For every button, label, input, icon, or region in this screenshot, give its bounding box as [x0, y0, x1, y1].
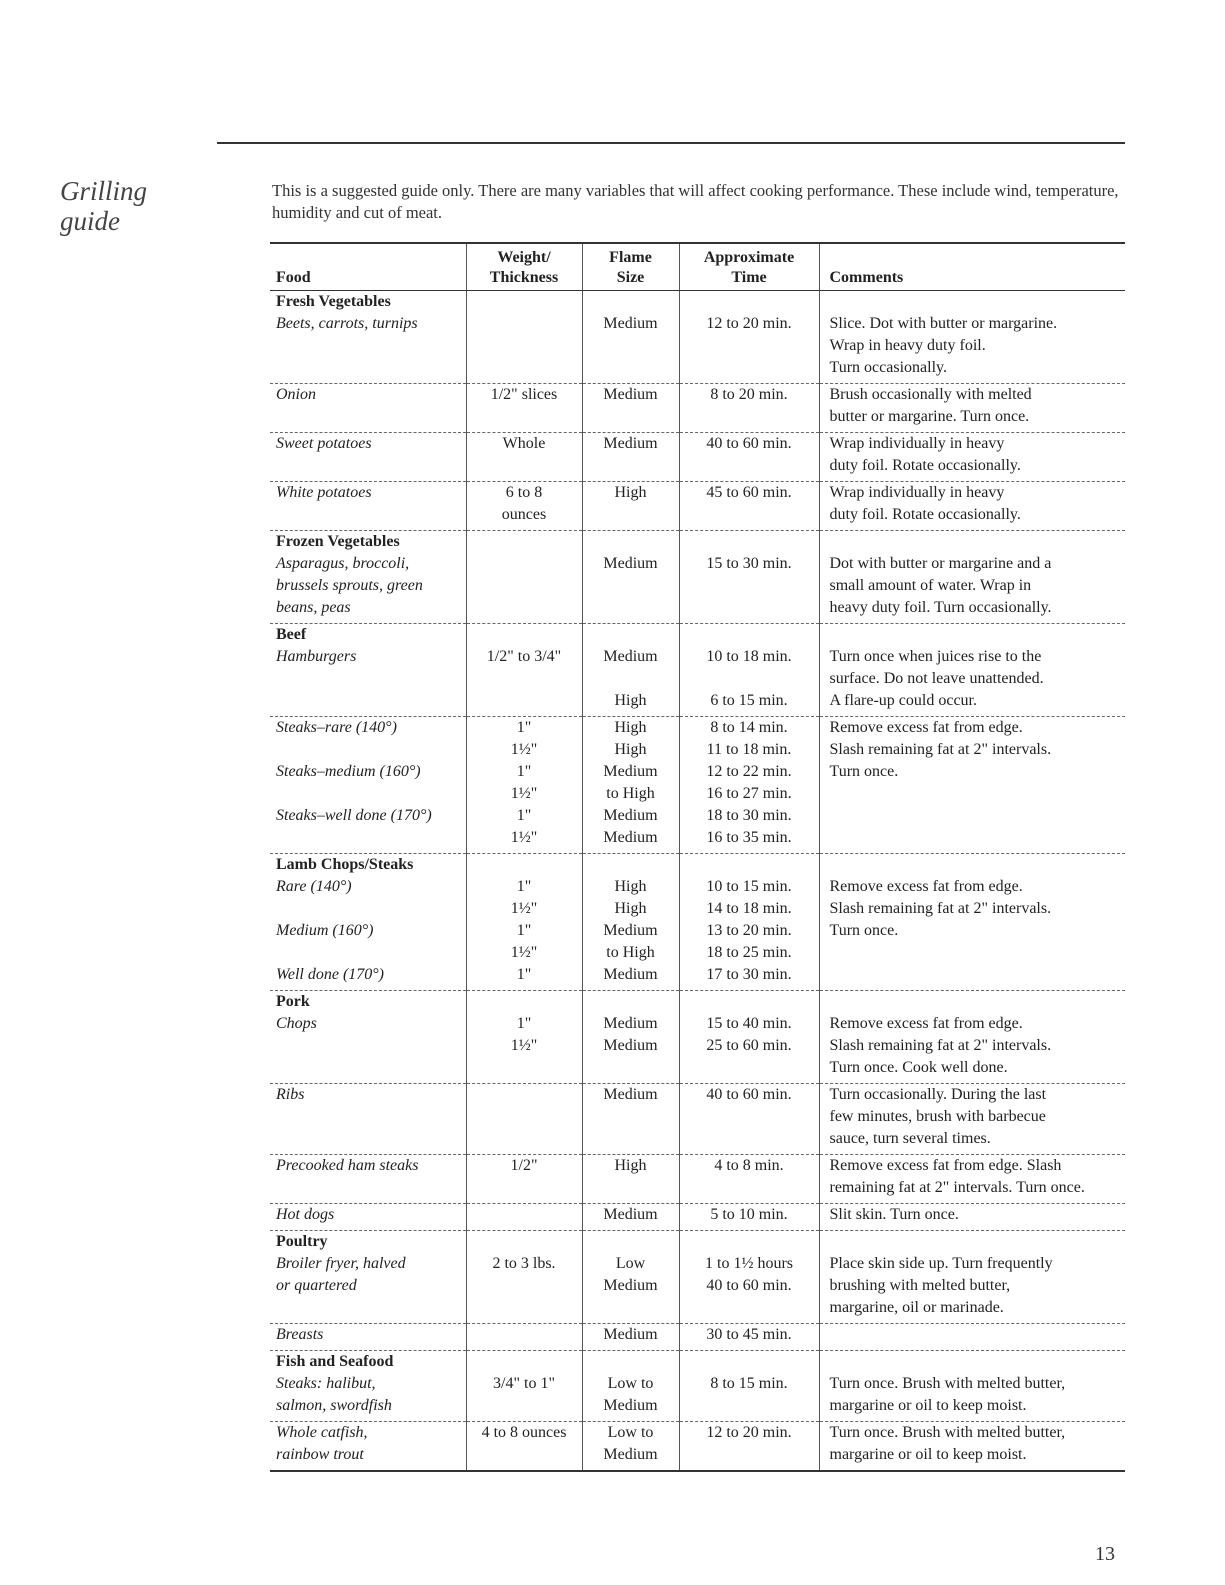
food-item: Steaks–rare (140°) Steaks–medium (160°) Steaks–well done (170°): [276, 719, 432, 824]
table-row: [270, 1351, 1125, 1422]
food-category: Beef: [276, 626, 307, 643]
weight-cell: 3/4" to 1": [466, 1351, 582, 1422]
weight-cell: [466, 1084, 582, 1155]
comments-cell: [819, 1324, 1125, 1351]
time-cell: 40 to 60 min.: [679, 1084, 819, 1155]
header-rule: [217, 142, 1125, 144]
header-flame: Flame Size: [582, 243, 679, 291]
food-cell: [270, 433, 466, 482]
table-row: [270, 1422, 1125, 1472]
weight-cell: 1/2": [466, 1155, 582, 1204]
food-cell: [270, 1204, 466, 1231]
food-item: White potatoes: [276, 484, 372, 501]
header-food: Food: [270, 243, 466, 291]
flame-cell: High High Medium to High Medium: [582, 854, 679, 991]
food-cell: [270, 384, 466, 433]
flame-cell: Medium: [582, 384, 679, 433]
food-item: Sweet potatoes: [276, 435, 372, 452]
food-category: Poultry: [276, 1233, 328, 1250]
flame-cell: Medium: [582, 291, 679, 384]
flame-cell: Medium High: [582, 624, 679, 717]
comments-cell: Turn occasionally. During the last few minutes, brush with barbecue sauce, turn several times.: [819, 1084, 1125, 1155]
table-row: [270, 531, 1125, 624]
food-category: Fresh Vegetables: [276, 293, 391, 310]
weight-cell: 1" 1½": [466, 991, 582, 1084]
food-item: Steaks: halibut, salmon, swordfish: [276, 1375, 392, 1414]
table-header-row: [270, 243, 1125, 291]
time-cell: 8 to 15 min.: [679, 1351, 819, 1422]
flame-cell: Low to Medium: [582, 1422, 679, 1472]
table-row: [270, 1155, 1125, 1204]
food-cell: [270, 291, 466, 384]
food-cell: [270, 624, 466, 717]
comments-cell: Place skin side up. Turn frequently brushing with melted butter, margarine, oil or marinade.: [819, 1231, 1125, 1324]
food-category: Pork: [276, 993, 310, 1010]
food-item: Whole catfish, rainbow trout: [276, 1424, 368, 1463]
food-item: Ribs: [276, 1086, 305, 1103]
food-cell: [270, 717, 466, 854]
comments-cell: Turn once. Brush with melted butter, margarine or oil to keep moist.: [819, 1351, 1125, 1422]
time-cell: 1 to 1½ hours 40 to 60 min.: [679, 1231, 819, 1324]
flame-cell: High: [582, 1155, 679, 1204]
weight-cell: [466, 531, 582, 624]
table-row: [270, 482, 1125, 531]
weight-cell: 1/2" slices: [466, 384, 582, 433]
table-row: [270, 433, 1125, 482]
header-weight: Weight/ Thickness: [466, 243, 582, 291]
table-row: [270, 624, 1125, 717]
comments-cell: Remove excess fat from edge. Slash remaining fat at 2" intervals. Turn once.: [819, 854, 1125, 991]
weight-cell: 1/2" to 3/4": [466, 624, 582, 717]
time-cell: 15 to 30 min.: [679, 531, 819, 624]
food-item: Rare (140°) Medium (160°) Well done (170°): [276, 878, 385, 983]
food-cell: [270, 991, 466, 1084]
table-row: [270, 854, 1125, 991]
flame-cell: Medium: [582, 433, 679, 482]
comments-cell: Turn once when juices rise to the surface. Do not leave unattended. A flare-up could occur.: [819, 624, 1125, 717]
food-cell: [270, 854, 466, 991]
flame-cell: High: [582, 482, 679, 531]
weight-cell: [466, 1324, 582, 1351]
time-cell: 12 to 20 min.: [679, 291, 819, 384]
weight-cell: Whole: [466, 433, 582, 482]
food-category: Fish and Seafood: [276, 1353, 394, 1370]
flame-cell: Low to Medium: [582, 1351, 679, 1422]
food-cell: [270, 1351, 466, 1422]
flame-cell: Medium: [582, 1084, 679, 1155]
table-row: [270, 717, 1125, 854]
table-row: [270, 991, 1125, 1084]
food-item: Hot dogs: [276, 1206, 335, 1223]
time-cell: 12 to 20 min.: [679, 1422, 819, 1472]
table-row: [270, 1084, 1125, 1155]
time-cell: 8 to 14 min. 11 to 18 min. 12 to 22 min. 16 to 27 min. 18 to 30 min. 16 to 35 min.: [679, 717, 819, 854]
weight-cell: [466, 291, 582, 384]
food-item: Asparagus, broccoli, brussels sprouts, green beans, peas: [276, 555, 423, 616]
time-cell: 45 to 60 min.: [679, 482, 819, 531]
comments-cell: Wrap individually in heavy duty foil. Rotate occasionally.: [819, 433, 1125, 482]
food-category: Frozen Vegetables: [276, 533, 400, 550]
table-row: [270, 1204, 1125, 1231]
food-item: Breasts: [276, 1326, 324, 1343]
food-cell: [270, 482, 466, 531]
weight-cell: 2 to 3 lbs.: [466, 1231, 582, 1324]
flame-cell: Medium Medium: [582, 991, 679, 1084]
food-cell: [270, 1155, 466, 1204]
food-cell: [270, 1422, 466, 1472]
weight-cell: [466, 1204, 582, 1231]
intro-text: This is a suggested guide only. There are many variables that will affect cooking performance. These include wind, temperature, humidity and cut of meat.: [272, 181, 1119, 222]
food-item: Precooked ham steaks: [276, 1157, 419, 1174]
time-cell: 10 to 15 min. 14 to 18 min. 13 to 20 min. 18 to 25 min. 17 to 30 min.: [679, 854, 819, 991]
comments-cell: Remove excess fat from edge. Slash remaining fat at 2" intervals. Turn once.: [819, 717, 1125, 854]
weight-cell: 1" 1½" 1" 1½" 1" 1½": [466, 717, 582, 854]
flame-cell: Medium: [582, 1204, 679, 1231]
flame-cell: Low Medium: [582, 1231, 679, 1324]
food-item: Onion: [276, 386, 316, 403]
time-cell: 5 to 10 min.: [679, 1204, 819, 1231]
header-time: Approximate Time: [679, 243, 819, 291]
table-row: [270, 384, 1125, 433]
page-number: 13: [1095, 1543, 1115, 1565]
time-cell: 10 to 18 min. 6 to 15 min.: [679, 624, 819, 717]
food-item: Chops: [276, 1015, 317, 1032]
time-cell: 40 to 60 min.: [679, 433, 819, 482]
time-cell: 15 to 40 min. 25 to 60 min.: [679, 991, 819, 1084]
comments-cell: Slice. Dot with butter or margarine. Wrap in heavy duty foil. Turn occasionally.: [819, 291, 1125, 384]
food-cell: [270, 1084, 466, 1155]
food-cell: [270, 1231, 466, 1324]
comments-cell: Brush occasionally with melted butter or margarine. Turn once.: [819, 384, 1125, 433]
comments-cell: Dot with butter or margarine and a small amount of water. Wrap in heavy duty foil. Turn occasionally.: [819, 531, 1125, 624]
flame-cell: High High Medium to High Medium Medium: [582, 717, 679, 854]
food-category: Lamb Chops/Steaks: [276, 856, 414, 873]
comments-cell: Slit skin. Turn once.: [819, 1204, 1125, 1231]
comments-cell: Remove excess fat from edge. Slash remaining fat at 2" intervals. Turn once.: [819, 1155, 1125, 1204]
comments-cell: Wrap individually in heavy duty foil. Rotate occasionally.: [819, 482, 1125, 531]
flame-cell: Medium: [582, 531, 679, 624]
food-item: Broiler fryer, halved or quartered: [276, 1255, 406, 1294]
table-row: [270, 1231, 1125, 1324]
time-cell: 4 to 8 min.: [679, 1155, 819, 1204]
comments-cell: Turn once. Brush with melted butter, margarine or oil to keep moist.: [819, 1422, 1125, 1472]
food-item: Hamburgers: [276, 648, 357, 665]
header-comments: Comments: [819, 243, 1125, 291]
weight-cell: 6 to 8 ounces: [466, 482, 582, 531]
table-row: [270, 1324, 1125, 1351]
weight-cell: 4 to 8 ounces: [466, 1422, 582, 1472]
section-title: Grilling guide: [60, 176, 148, 236]
time-cell: 30 to 45 min.: [679, 1324, 819, 1351]
food-item: Beets, carrots, turnips: [276, 315, 418, 332]
weight-cell: 1" 1½" 1" 1½" 1": [466, 854, 582, 991]
food-cell: [270, 531, 466, 624]
comments-cell: Remove excess fat from edge. Slash remaining fat at 2" intervals. Turn once. Cook well done.: [819, 991, 1125, 1084]
table-row: [270, 291, 1125, 384]
flame-cell: Medium: [582, 1324, 679, 1351]
grilling-table: [270, 242, 1125, 1472]
food-cell: [270, 1324, 466, 1351]
time-cell: 8 to 20 min.: [679, 384, 819, 433]
